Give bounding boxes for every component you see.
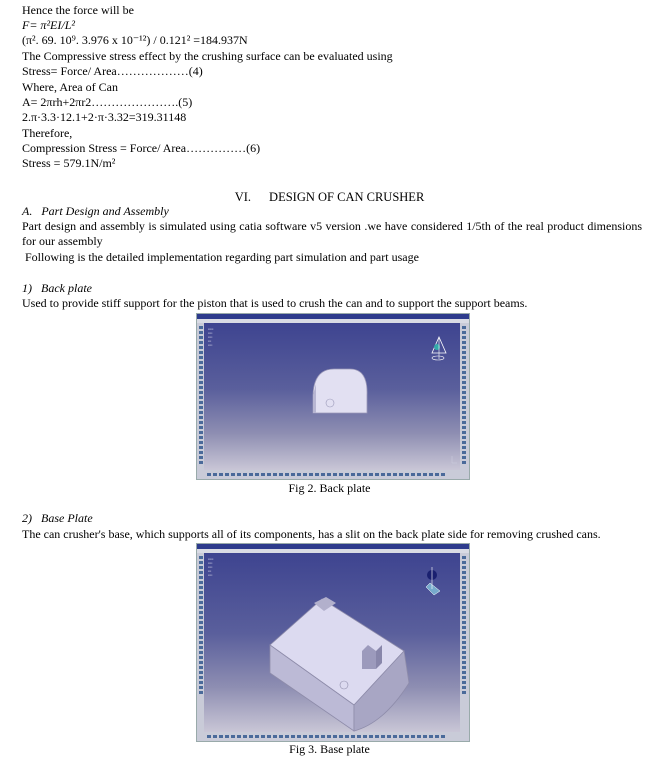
toolbar-button-icon[interactable] <box>405 473 409 476</box>
figure-base-plate-screenshot <box>196 543 470 742</box>
subsection-title: Part Design and Assembly <box>41 204 169 218</box>
toolbar-button-icon[interactable] <box>199 366 203 369</box>
toolbar-button-icon[interactable] <box>387 473 391 476</box>
toolbar-button-icon[interactable] <box>199 456 203 459</box>
toolbar-button-icon[interactable] <box>399 735 403 738</box>
toolbar-button-icon[interactable] <box>462 646 466 649</box>
toolbar-button-icon[interactable] <box>291 473 295 476</box>
toolbar-button-icon[interactable] <box>199 641 203 644</box>
toolbar-button-icon[interactable] <box>411 735 415 738</box>
toolbar-button-icon[interactable] <box>345 735 349 738</box>
toolbar-button-icon[interactable] <box>375 735 379 738</box>
toolbar-button-icon[interactable] <box>199 431 203 434</box>
toolbar-button-icon[interactable] <box>291 735 295 738</box>
bottom-toolbar <box>197 732 469 741</box>
item-heading-back-plate <box>22 281 92 296</box>
toolbar-button-icon[interactable] <box>199 576 203 579</box>
viewport-3d <box>204 553 460 732</box>
toolbar-button-icon[interactable] <box>462 656 466 659</box>
toolbar-button-icon[interactable] <box>199 611 203 614</box>
toolbar-button-icon[interactable] <box>199 416 203 419</box>
toolbar-button-icon[interactable] <box>462 586 466 589</box>
toolbar-button-icon[interactable] <box>462 356 466 359</box>
toolbar-button-icon[interactable] <box>199 436 203 439</box>
toolbar-button-icon[interactable] <box>423 735 427 738</box>
toolbar-button-icon[interactable] <box>375 473 379 476</box>
toolbar-button-icon[interactable] <box>363 735 367 738</box>
toolbar-button-icon[interactable] <box>441 735 445 738</box>
toolbar-button-icon[interactable] <box>462 596 466 599</box>
toolbar-button-icon[interactable] <box>321 473 325 476</box>
left-toolbar <box>197 323 204 470</box>
toolbar-button-icon[interactable] <box>249 473 253 476</box>
formula-force: F= π²EI/L² <box>22 18 75 32</box>
toolbar-button-icon[interactable] <box>199 581 203 584</box>
toolbar-button-icon[interactable] <box>462 406 466 409</box>
formula-stress: Stress= Force/ Area………………(4) <box>22 64 203 78</box>
toolbar-button-icon[interactable] <box>219 735 223 738</box>
toolbar-button-icon[interactable] <box>199 446 203 449</box>
compass-icon <box>432 337 446 360</box>
toolbar-button-icon[interactable] <box>462 391 466 394</box>
toolbar-button-icon[interactable] <box>255 473 259 476</box>
item-text-back-plate: Used to provide stiff support for the piston that is used to crush the can and to support the support beams. <box>22 296 528 310</box>
formula-stress-result: Stress = 579.1N/m² <box>22 156 116 170</box>
toolbar-button-icon[interactable] <box>199 351 203 354</box>
toolbar-button-icon[interactable] <box>199 571 203 574</box>
toolbar-button-icon[interactable] <box>199 661 203 664</box>
toolbar-button-icon[interactable] <box>219 473 223 476</box>
toolbar-button-icon[interactable] <box>462 611 466 614</box>
toolbar-button-icon[interactable] <box>357 735 361 738</box>
section-number: VI. <box>234 190 252 204</box>
toolbar-button-icon[interactable] <box>237 735 241 738</box>
toolbar-button-icon[interactable] <box>199 591 203 594</box>
toolbar-button-icon[interactable] <box>333 473 337 476</box>
toolbar-button-icon[interactable] <box>225 473 229 476</box>
toolbar-button-icon[interactable] <box>387 735 391 738</box>
item-label: 2) <box>22 511 32 525</box>
toolbar-button-icon[interactable] <box>462 351 466 354</box>
toolbar-button-icon[interactable] <box>462 661 466 664</box>
right-toolbar <box>460 553 469 732</box>
toolbar-button-icon[interactable] <box>199 626 203 629</box>
toolbar-button-icon[interactable] <box>462 376 466 379</box>
text-line-area: Where, Area of Can <box>22 80 118 94</box>
toolbar-button-icon[interactable] <box>199 341 203 344</box>
toolbar-button-icon[interactable] <box>315 735 319 738</box>
toolbar-button-icon[interactable] <box>199 561 203 564</box>
toolbar-button-icon[interactable] <box>213 473 217 476</box>
toolbar-button-icon[interactable] <box>199 346 203 349</box>
toolbar-button-icon[interactable] <box>199 336 203 339</box>
item-label: 1) <box>22 281 32 295</box>
toolbar-button-icon[interactable] <box>462 561 466 564</box>
base-plate-model <box>204 553 460 732</box>
toolbar-button-icon[interactable] <box>462 676 466 679</box>
toolbar-button-icon[interactable] <box>462 616 466 619</box>
toolbar-button-icon[interactable] <box>417 735 421 738</box>
toolbar-button-icon[interactable] <box>441 473 445 476</box>
subsection-label: A. <box>22 204 33 218</box>
toolbar-button-icon[interactable] <box>199 386 203 389</box>
toolbar-button-icon[interactable] <box>199 566 203 569</box>
toolbar-button-icon[interactable] <box>199 381 203 384</box>
toolbar-button-icon[interactable] <box>462 681 466 684</box>
toolbar-button-icon[interactable] <box>199 426 203 429</box>
toolbar-button-icon[interactable] <box>462 361 466 364</box>
toolbar-button-icon[interactable] <box>462 421 466 424</box>
toolbar-button-icon[interactable] <box>273 473 277 476</box>
toolbar-button-icon[interactable] <box>462 686 466 689</box>
toolbar-button-icon[interactable] <box>351 473 355 476</box>
item-heading-base-plate <box>22 511 93 526</box>
toolbar-button-icon[interactable] <box>327 735 331 738</box>
toolbar-button-icon[interactable] <box>462 461 466 464</box>
toolbar-button-icon[interactable] <box>462 366 466 369</box>
formula-area: A= 2πrh+2πr2………………….(5) <box>22 95 193 109</box>
toolbar-button-icon[interactable] <box>243 735 247 738</box>
toolbar-button-icon[interactable] <box>339 473 343 476</box>
toolbar-button-icon[interactable] <box>429 473 433 476</box>
toolbar-button-icon[interactable] <box>309 735 313 738</box>
toolbar-button-icon[interactable] <box>199 646 203 649</box>
toolbar-button-icon[interactable] <box>279 473 283 476</box>
toolbar-button-icon[interactable] <box>273 735 277 738</box>
item-title: Base Plate <box>41 511 93 525</box>
toolbar-button-icon[interactable] <box>462 401 466 404</box>
toolbar-button-icon[interactable] <box>315 473 319 476</box>
text-line-compressive: The Compressive stress effect by the crushing surface can be evaluated using <box>22 49 393 63</box>
toolbar-button-icon[interactable] <box>369 735 373 738</box>
toolbar-button-icon[interactable] <box>199 331 203 334</box>
toolbar-button-icon[interactable] <box>381 473 385 476</box>
toolbar-button-icon[interactable] <box>199 691 203 694</box>
toolbar-button-icon[interactable] <box>462 581 466 584</box>
toolbar-button-icon[interactable] <box>462 346 466 349</box>
text-line-therefore: Therefore, <box>22 126 73 140</box>
toolbar-button-icon[interactable] <box>462 426 466 429</box>
toolbar-button-icon[interactable] <box>462 451 466 454</box>
toolbar-button-icon[interactable] <box>462 411 466 414</box>
toolbar-button-icon[interactable] <box>462 441 466 444</box>
toolbar-button-icon[interactable] <box>199 601 203 604</box>
figure-caption-3: Fig 3. Base plate <box>289 742 370 756</box>
toolbar-button-icon[interactable] <box>303 473 307 476</box>
toolbar-button-icon[interactable] <box>199 656 203 659</box>
toolbar-button-icon[interactable] <box>462 436 466 439</box>
toolbar-button-icon[interactable] <box>231 473 235 476</box>
formula-force-calc: (π². 69. 10⁹. 3.976 x 10⁻¹²) / 0.121² =184.937N <box>22 33 248 47</box>
toolbar-button-icon[interactable] <box>199 396 203 399</box>
toolbar-button-icon[interactable] <box>267 473 271 476</box>
compass-icon <box>426 567 440 595</box>
toolbar-button-icon[interactable] <box>199 666 203 669</box>
toolbar-button-icon[interactable] <box>199 401 203 404</box>
toolbar-button-icon[interactable] <box>207 735 211 738</box>
toolbar-button-icon[interactable] <box>199 376 203 379</box>
toolbar-button-icon[interactable] <box>309 473 313 476</box>
toolbar-button-icon[interactable] <box>199 371 203 374</box>
toolbar-button-icon[interactable] <box>462 431 466 434</box>
toolbar-button-icon[interactable] <box>369 473 373 476</box>
toolbar-button-icon[interactable] <box>231 735 235 738</box>
toolbar-button-icon[interactable] <box>243 473 247 476</box>
toolbar-button-icon[interactable] <box>462 576 466 579</box>
toolbar-button-icon[interactable] <box>285 735 289 738</box>
toolbar-button-icon[interactable] <box>462 446 466 449</box>
toolbar-button-icon[interactable] <box>462 556 466 559</box>
toolbar-button-icon[interactable] <box>249 735 253 738</box>
toolbar-button-icon[interactable] <box>303 735 307 738</box>
toolbar-button-icon[interactable] <box>297 735 301 738</box>
toolbar-button-icon[interactable] <box>435 735 439 738</box>
toolbar-button-icon[interactable] <box>429 735 433 738</box>
toolbar-button-icon[interactable] <box>462 641 466 644</box>
toolbar-button-icon[interactable] <box>199 556 203 559</box>
toolbar-button-icon[interactable] <box>199 361 203 364</box>
item-text-base-plate: The can crusher's base, which supports all of its components, has a slit on the back plate side for removing crushed cans. <box>22 527 601 541</box>
toolbar-button-icon[interactable] <box>199 441 203 444</box>
toolbar-button-icon[interactable] <box>199 596 203 599</box>
toolbar-button-icon[interactable] <box>462 606 466 609</box>
toolbar-button-icon[interactable] <box>462 331 466 334</box>
toolbar-button-icon[interactable] <box>199 681 203 684</box>
toolbar-button-icon[interactable] <box>199 411 203 414</box>
toolbar-button-icon[interactable] <box>462 666 466 669</box>
toolbar-button-icon[interactable] <box>261 473 265 476</box>
toolbar-button-icon[interactable] <box>462 336 466 339</box>
toolbar-button-icon[interactable] <box>462 651 466 654</box>
toolbar-button-icon[interactable] <box>207 473 211 476</box>
toolbar-button-icon[interactable] <box>462 626 466 629</box>
toolbar-button-icon[interactable] <box>297 473 301 476</box>
toolbar-button-icon[interactable] <box>199 586 203 589</box>
toolbar-button-icon[interactable] <box>199 631 203 634</box>
toolbar-button-icon[interactable] <box>423 473 427 476</box>
toolbar-button-icon[interactable] <box>327 473 331 476</box>
toolbar-button-icon[interactable] <box>462 416 466 419</box>
toolbar-button-icon[interactable] <box>462 326 466 329</box>
toolbar-button-icon[interactable] <box>462 591 466 594</box>
section-title: DESIGN OF CAN CRUSHER <box>269 190 425 204</box>
left-toolbar <box>197 553 204 732</box>
toolbar-button-icon[interactable] <box>417 473 421 476</box>
toolbar-button-icon[interactable] <box>381 735 385 738</box>
figure-caption-2: Fig 2. Back plate <box>288 481 371 495</box>
toolbar-button-icon[interactable] <box>199 671 203 674</box>
toolbar-button-icon[interactable] <box>462 571 466 574</box>
toolbar-button-icon[interactable] <box>462 456 466 459</box>
toolbar-button-icon[interactable] <box>321 735 325 738</box>
toolbar-button-icon[interactable] <box>199 421 203 424</box>
toolbar-button-icon[interactable] <box>462 381 466 384</box>
toolbar-button-icon[interactable] <box>199 406 203 409</box>
toolbar-button-icon[interactable] <box>345 473 349 476</box>
toolbar-button-icon[interactable] <box>399 473 403 476</box>
spec-tree: ▪▪▪▪▪ ▪▪▪▪ ▪▪▪▪ ▪▪▪ ▪▪▪▪ <box>208 327 214 347</box>
toolbar-button-icon[interactable] <box>285 473 289 476</box>
toolbar-button-icon[interactable] <box>261 735 265 738</box>
toolbar-button-icon[interactable] <box>199 606 203 609</box>
text-line-1: Hence the force will be <box>22 3 134 17</box>
spec-tree: ▪▪▪▪▪ ▪▪▪▪ ▪▪▪▪ ▪▪▪ ▪▪▪▪ <box>208 557 214 577</box>
toolbar-button-icon[interactable] <box>363 473 367 476</box>
toolbar-button-icon[interactable] <box>462 371 466 374</box>
toolbar-button-icon[interactable] <box>333 735 337 738</box>
toolbar-button-icon[interactable] <box>351 735 355 738</box>
formula-area-calc: 2.π·3.3·12.1+2·π·3.32=319.31148 <box>22 110 187 124</box>
viewport-3d <box>204 323 460 470</box>
toolbar-button-icon[interactable] <box>411 473 415 476</box>
toolbar-button-icon[interactable] <box>199 326 203 329</box>
item-title: Back plate <box>41 281 92 295</box>
right-toolbar <box>460 323 469 470</box>
toolbar-button-icon[interactable] <box>393 735 397 738</box>
toolbar-button-icon[interactable] <box>462 601 466 604</box>
toolbar-button-icon[interactable] <box>462 631 466 634</box>
toolbar-button-icon[interactable] <box>199 616 203 619</box>
toolbar-button-icon[interactable] <box>462 636 466 639</box>
paragraph-part-design: Part design and assembly is simulated using catia software v5 version .we have considered 1/5th of the real product dimensions for our assembly <box>22 219 642 248</box>
toolbar-button-icon[interactable] <box>199 651 203 654</box>
toolbar-button-icon[interactable] <box>405 735 409 738</box>
toolbar-button-icon[interactable] <box>462 566 466 569</box>
paragraph-implementation: Following is the detailed implementation regarding part simulation and part usage <box>22 250 419 264</box>
bottom-toolbar <box>197 470 469 479</box>
subsection-heading <box>22 204 169 219</box>
toolbar-button-icon[interactable] <box>199 391 203 394</box>
toolbar-button-icon[interactable] <box>462 341 466 344</box>
toolbar-button-icon[interactable] <box>462 671 466 674</box>
section-heading <box>0 190 659 205</box>
toolbar-button-icon[interactable] <box>279 735 283 738</box>
toolbar-button-icon[interactable] <box>199 686 203 689</box>
toolbar-button-icon[interactable] <box>267 735 271 738</box>
toolbar-button-icon[interactable] <box>357 473 361 476</box>
toolbar-button-icon[interactable] <box>199 461 203 464</box>
toolbar-button-icon[interactable] <box>199 676 203 679</box>
toolbar-button-icon[interactable] <box>462 691 466 694</box>
toolbar-button-icon[interactable] <box>199 636 203 639</box>
toolbar-button-icon[interactable] <box>393 473 397 476</box>
toolbar-button-icon[interactable] <box>199 356 203 359</box>
toolbar-button-icon[interactable] <box>237 473 241 476</box>
toolbar-button-icon[interactable] <box>462 396 466 399</box>
toolbar-button-icon[interactable] <box>339 735 343 738</box>
toolbar-button-icon[interactable] <box>462 386 466 389</box>
formula-compression-stress: Compression Stress = Force/ Area……………(6) <box>22 141 261 155</box>
toolbar-button-icon[interactable] <box>462 621 466 624</box>
axis-icon <box>452 456 457 463</box>
toolbar-button-icon[interactable] <box>213 735 217 738</box>
toolbar-button-icon[interactable] <box>255 735 259 738</box>
toolbar-button-icon[interactable] <box>225 735 229 738</box>
toolbar-button-icon[interactable] <box>435 473 439 476</box>
back-plate-model <box>204 323 460 470</box>
toolbar-button-icon[interactable] <box>199 621 203 624</box>
figure-back-plate-screenshot <box>196 313 470 480</box>
toolbar-button-icon[interactable] <box>199 451 203 454</box>
